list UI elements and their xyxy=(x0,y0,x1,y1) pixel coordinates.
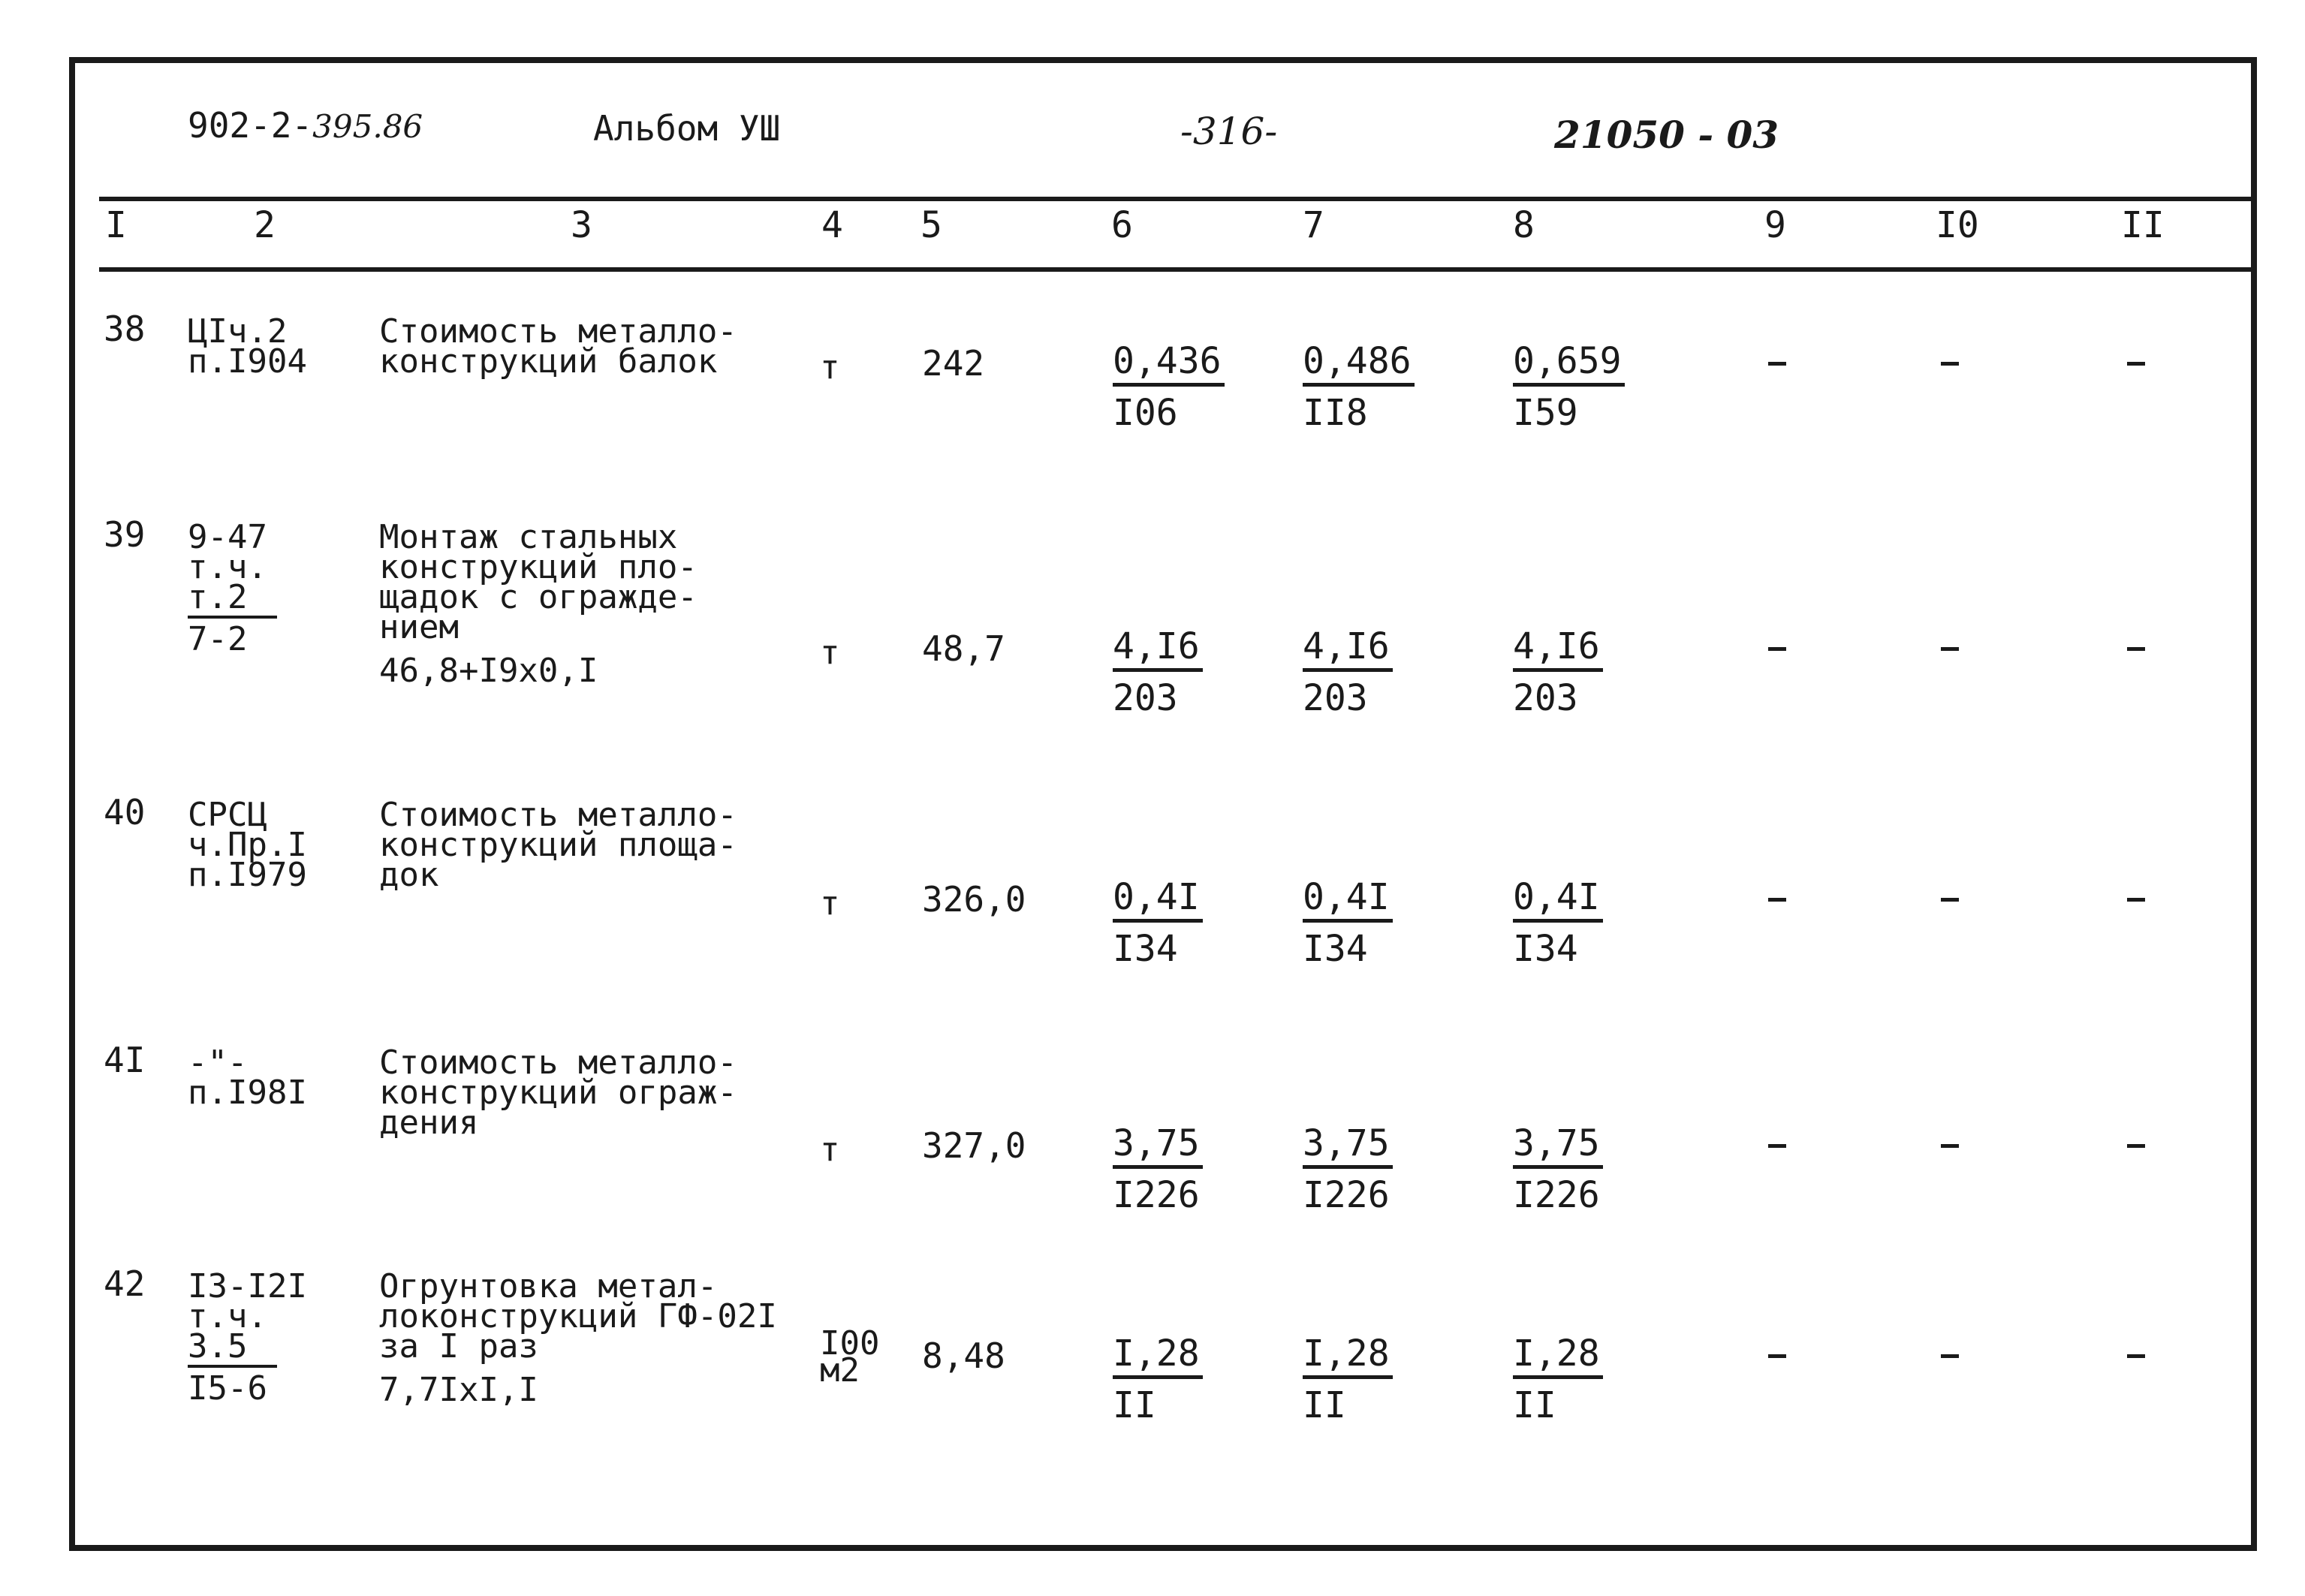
norm-reference-line: ч.Пр.I xyxy=(188,826,307,864)
empty-dash xyxy=(1941,647,1959,651)
norm-reference-line: т.ч. xyxy=(188,548,267,586)
cost-fraction xyxy=(1513,341,1625,433)
empty-dash xyxy=(2127,898,2145,902)
total-cost: I59 xyxy=(1513,392,1578,434)
cost-fraction xyxy=(1303,1123,1393,1215)
cost-fraction xyxy=(1303,877,1393,969)
empty-dash xyxy=(1768,1354,1786,1358)
unit-of-measure: т xyxy=(820,634,840,672)
work-description: щадок с огражде- xyxy=(379,578,698,616)
quantity-calculation: 46,8+I9x0,I xyxy=(379,652,598,690)
project-code-printed: 902-2- xyxy=(188,105,313,146)
total-cost: 203 xyxy=(1513,677,1578,719)
row-number: 40 xyxy=(104,792,146,833)
work-description: конструкций балок xyxy=(379,342,718,381)
norm-reference-line: СРСЦ xyxy=(188,796,267,834)
cost-fraction xyxy=(1513,1123,1603,1215)
work-description: Монтаж стальных xyxy=(379,518,678,556)
quantity: 327,0 xyxy=(922,1125,1026,1166)
header-rule-top xyxy=(99,197,2252,201)
unit-cost: 4,I6 xyxy=(1513,626,1603,672)
norm-reference xyxy=(188,580,277,619)
column-number: 2 xyxy=(254,204,276,246)
empty-dash xyxy=(2127,1354,2145,1358)
row-number: 38 xyxy=(104,309,146,349)
unit-cost: 3,75 xyxy=(1303,1123,1393,1169)
unit-cost: 0,4I xyxy=(1513,877,1603,923)
unit-of-measure: м2 xyxy=(820,1351,860,1390)
total-cost: I34 xyxy=(1303,928,1368,970)
unit-cost: 0,486 xyxy=(1303,341,1415,387)
unit-cost: 0,659 xyxy=(1513,341,1625,387)
norm-reference-line: 3.5 xyxy=(188,1329,277,1368)
work-description: Огрунтовка метал- xyxy=(379,1267,718,1305)
work-description: конструкций пло- xyxy=(379,548,698,586)
norm-reference xyxy=(188,857,307,893)
cost-fraction xyxy=(1113,626,1203,718)
norm-reference-line: ЦIч.2 xyxy=(188,312,288,351)
cost-fraction xyxy=(1113,1123,1203,1215)
page-number: -316- xyxy=(1180,110,1278,153)
work-description: конструкций площа- xyxy=(379,826,737,864)
unit-of-measure: т xyxy=(820,1131,840,1169)
norm-reference-line: I3-I2I xyxy=(188,1267,307,1305)
norm-reference-line: п.I979 xyxy=(188,856,307,894)
total-cost: I226 xyxy=(1513,1174,1600,1216)
unit-cost: 0,4I xyxy=(1113,877,1203,923)
empty-dash xyxy=(1768,898,1786,902)
norm-reference xyxy=(188,1371,267,1407)
work-description: Стоимость металло- xyxy=(379,1043,737,1082)
row-number: 42 xyxy=(104,1263,146,1304)
cost-fraction xyxy=(1303,341,1415,433)
unit-cost: 0,436 xyxy=(1113,341,1225,387)
column-number: 3 xyxy=(571,204,592,246)
unit-of-measure: I00 xyxy=(820,1324,880,1363)
unit-cost: 3,75 xyxy=(1513,1123,1603,1169)
work-description: нием xyxy=(379,608,459,646)
total-cost: I34 xyxy=(1113,928,1178,970)
empty-dash xyxy=(1941,362,1959,366)
work-description: локонструкций ГФ-02I xyxy=(379,1297,777,1336)
column-number: 8 xyxy=(1513,204,1535,246)
total-cost: I226 xyxy=(1113,1174,1200,1216)
empty-dash xyxy=(2127,1144,2145,1148)
column-number: II xyxy=(2121,204,2165,246)
unit-of-measure: т xyxy=(820,348,840,387)
work-description: за I раз xyxy=(379,1327,538,1366)
norm-reference xyxy=(188,344,307,380)
norm-reference-line: т.2 xyxy=(188,580,277,619)
column-number: 5 xyxy=(920,204,942,246)
cost-fraction xyxy=(1513,1333,1603,1426)
quantity: 8,48 xyxy=(922,1336,1005,1376)
column-number: 7 xyxy=(1303,204,1324,246)
norm-reference-line: -"- xyxy=(188,1043,248,1082)
work-description: конструкций ограж- xyxy=(379,1074,737,1112)
work-description: Стоимость металло- xyxy=(379,312,737,351)
work-description: дения xyxy=(379,1104,479,1142)
unit-cost: 4,I6 xyxy=(1303,626,1393,672)
cost-fraction xyxy=(1113,877,1203,969)
total-cost: II xyxy=(1513,1384,1556,1426)
empty-dash xyxy=(1768,647,1786,651)
total-cost: II xyxy=(1303,1384,1346,1426)
unit-of-measure: т xyxy=(820,884,840,923)
quantity-calculation: 7,7IxI,I xyxy=(379,1371,538,1409)
cost-fraction xyxy=(1513,626,1603,718)
quantity: 48,7 xyxy=(922,628,1005,669)
unit-cost: I,28 xyxy=(1303,1333,1393,1379)
total-cost: I34 xyxy=(1513,928,1578,970)
cost-fraction xyxy=(1113,1333,1203,1426)
empty-dash xyxy=(1768,1144,1786,1148)
column-number: I xyxy=(105,204,127,246)
document-number: 21050 - 03 xyxy=(1554,113,1779,157)
unit-cost: 0,4I xyxy=(1303,877,1393,923)
norm-reference-line: I5-6 xyxy=(188,1369,267,1408)
quantity: 326,0 xyxy=(922,879,1026,920)
album-label: Альбом УШ xyxy=(593,108,781,149)
column-number: 9 xyxy=(1764,204,1786,246)
unit-cost: I,28 xyxy=(1513,1333,1603,1379)
project-code-handwritten: 395.86 xyxy=(312,108,423,145)
norm-reference-line: т.ч. xyxy=(188,1297,267,1336)
total-cost: 203 xyxy=(1303,677,1368,719)
empty-dash xyxy=(1768,362,1786,366)
header-rule-bottom xyxy=(99,267,2252,272)
cost-fraction xyxy=(1303,626,1393,718)
empty-dash xyxy=(2127,647,2145,651)
total-cost: I06 xyxy=(1113,392,1178,434)
norm-reference xyxy=(188,1075,307,1111)
cost-fraction xyxy=(1303,1333,1393,1426)
work-description: док xyxy=(379,856,439,894)
cost-fraction xyxy=(1513,877,1603,969)
column-number: 4 xyxy=(821,204,843,246)
norm-reference xyxy=(188,622,247,658)
norm-reference-line: п.I904 xyxy=(188,342,307,381)
column-number: I0 xyxy=(1936,204,1979,246)
norm-reference-line: 7-2 xyxy=(188,620,248,658)
norm-reference-line: 9-47 xyxy=(188,518,267,556)
unit-cost: I,28 xyxy=(1113,1333,1203,1379)
total-cost: II8 xyxy=(1303,392,1368,434)
unit-cost: 4,I6 xyxy=(1113,626,1203,672)
cost-fraction xyxy=(1113,341,1225,433)
project-code xyxy=(188,105,423,146)
norm-reference-line: п.I98I xyxy=(188,1074,307,1112)
total-cost: 203 xyxy=(1113,677,1178,719)
empty-dash xyxy=(1941,898,1959,902)
total-cost: I226 xyxy=(1303,1174,1390,1216)
row-number: 4I xyxy=(104,1040,146,1080)
empty-dash xyxy=(2127,362,2145,366)
norm-reference xyxy=(188,1329,277,1368)
row-number: 39 xyxy=(104,514,146,555)
work-description: Стоимость металло- xyxy=(379,796,737,834)
empty-dash xyxy=(1941,1354,1959,1358)
unit-cost: 3,75 xyxy=(1113,1123,1203,1169)
quantity: 242 xyxy=(922,343,985,384)
empty-dash xyxy=(1941,1144,1959,1148)
column-number: 6 xyxy=(1111,204,1133,246)
total-cost: II xyxy=(1113,1384,1156,1426)
